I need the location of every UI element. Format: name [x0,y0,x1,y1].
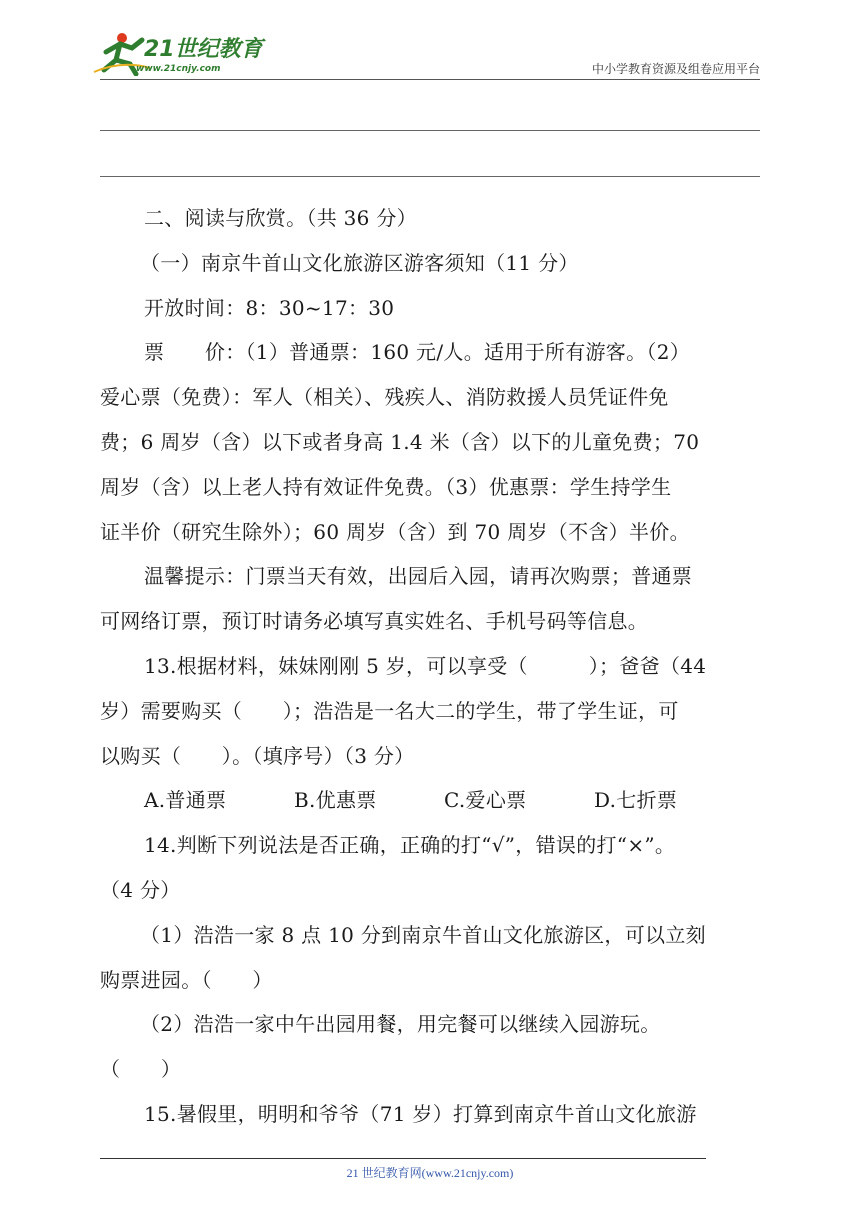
ticket-price-line: 票 价：（1）普通票：160 元/人。适用于所有游客。（2） [144,340,691,365]
logo-text: 21世纪教育 [144,37,263,62]
question-14-item-2: （ ） [100,1057,182,1082]
question-15: 15.暑假里，明明和爷爷（71 岁）打算到南京牛首山文化旅游 [144,1101,697,1126]
footer-divider [100,1158,706,1159]
tips-line: 可网络订票，预订时请务必填写真实姓名、手机号码等信息。 [100,609,649,634]
passage-title: （一）南京牛首山文化旅游区游客须知（11 分） [140,250,579,275]
ticket-price-line: 费；6 周岁（含）以下或者身高 1.4 米（含）以下的儿童免费；70 [100,429,700,454]
question-14-item-2: （2）浩浩一家中午出园用餐，用完餐可以继续入园游玩。 [140,1012,661,1037]
ticket-price-line: 周岁（含）以上老人持有效证件免费。（3）优惠票：学生持学生 [100,474,672,499]
option-d: D.七折票 [594,788,678,813]
header-divider [100,79,760,80]
page-header [0,0,860,90]
ticket-price-line: 证半价（研究生除外）；60 周岁（含）到 70 周岁（不含）半价。 [100,519,690,544]
option-a: A.普通票 [144,788,227,813]
tips-line: 温馨提示：门票当天有效，出园后入园，请再次购票；普通票 [144,564,693,589]
section-title: 二、阅读与欣赏。（共 36 分） [144,206,417,230]
question-14: （4 分） [100,877,181,902]
question-13: 岁）需要购买（ ）；浩浩是一名大二的学生，带了学生证，可 [100,698,679,723]
answer-options [100,778,764,823]
ticket-price-line: 爱心票（免费）：军人（相关）、残疾人、消防救援人员凭证件免 [100,385,669,410]
question-14-item-1: （1）浩浩一家 8 点 10 分到南京牛首山文化旅游区，可以立刻 [140,922,706,947]
question-13: 以购买（ ）。（填序号）（3 分） [100,743,415,768]
platform-name: 中小学教育资源及组卷应用平台 [591,62,760,76]
option-b: B.优惠票 [294,788,377,813]
footer-text: 21 世纪教育网(www.21cnjy.com) [346,1166,514,1180]
reading-section [100,196,764,1137]
logo [92,30,262,80]
answer-line [100,176,760,177]
opening-hours: 开放时间：8：30~17：30 [144,295,395,320]
question-13: 13.根据材料，妹妹刚刚 5 岁，可以享受（ ）；爸爸（44 [144,653,707,678]
question-14-item-1: 购票进园。（ ） [100,967,273,992]
option-c: C.爱心票 [444,788,527,813]
question-14: 14.判断下列说法是否正确，正确的打“√”，错误的打“×”。 [144,833,676,858]
answer-line [100,130,760,131]
logo-url: www.21cnjy.com [136,64,221,74]
